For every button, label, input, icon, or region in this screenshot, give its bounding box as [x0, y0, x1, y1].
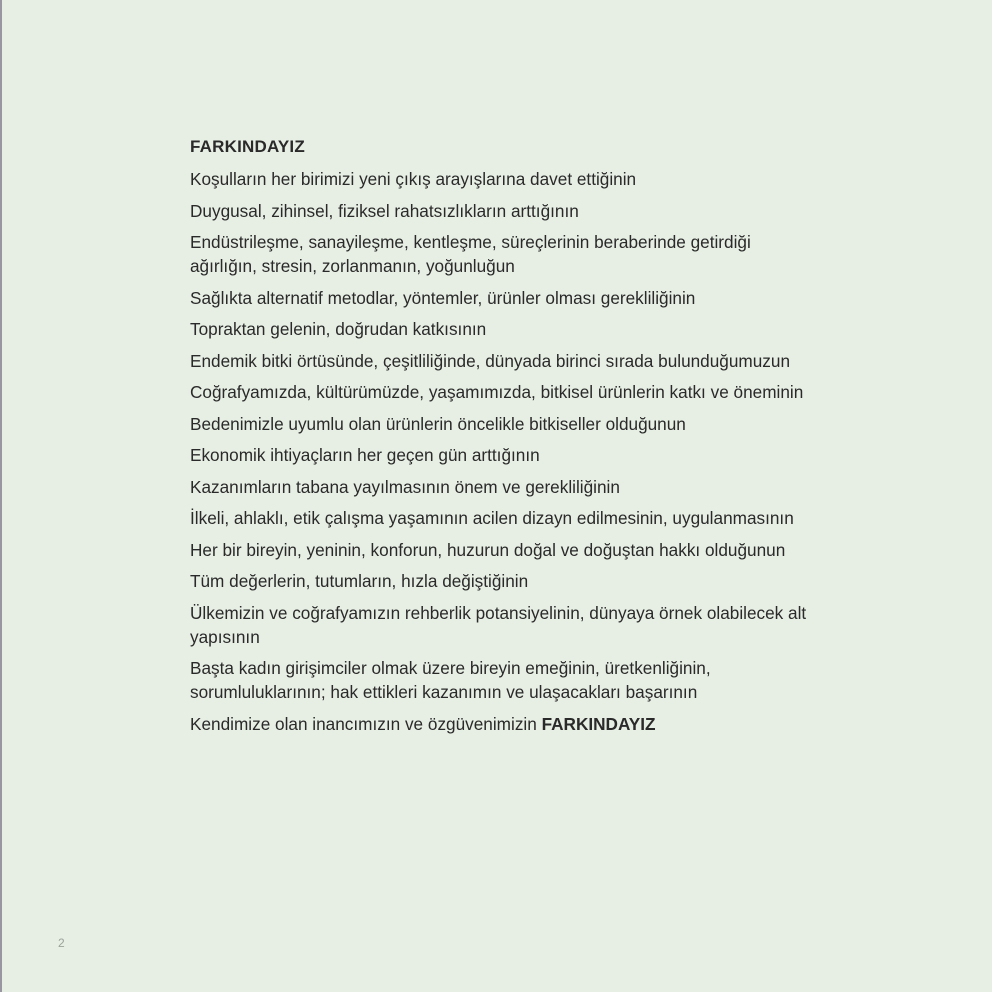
closing-text: Kendimize olan inancımızın ve özgüvenimizin [190, 713, 542, 734]
list-item: Ülkemizin ve coğrafyamızın rehberlik potansiyelinin, dünyaya örnek olabilecek alt yapısının [190, 602, 807, 647]
section-heading: FARKINDAYIZ [190, 137, 305, 156]
list-item: Kazanımların tabana yayılmasının önem ve gerekliliğinin [190, 476, 620, 497]
list-item: Duygusal, zihinsel, fiziksel rahatsızlıkların arttığının [190, 200, 579, 221]
list-item: Her bir bireyin, yeninin, konforun, huzurun doğal ve doğuştan hakkı olduğunun [190, 539, 786, 560]
list-item: Ekonomik ihtiyaçların her geçen gün arttığının [190, 445, 540, 465]
closing-emphasis: FARKINDAYIZ [541, 713, 656, 734]
list-item: Coğrafyamızda, kültürümüzde, yaşamımızda, bitkisel ürünlerin katkı ve öneminin [190, 382, 804, 402]
list-item: Topraktan gelenin, doğrudan katkısının [190, 319, 487, 339]
list-item: Sağlıkta alternatif metodlar, yöntemler, ürünler olması gerekliliğinin [190, 287, 696, 308]
list-item: Endüstrileşme, sanayileşme, kentleşme, süreçlerinin beraberinde getirdiği ağırlığın, stresin, zorlanmanın, yoğunluğun [190, 232, 751, 276]
list-item: Tüm değerlerin, tutumların, hızla değiştiğinin [190, 571, 529, 591]
list-item: Başta kadın girişimciler olmak üzere bireyin emeğinin, üretkenliğinin, sorumluluklarının; hak ettikleri kazanımın ve ulaşacakları başarının [190, 658, 711, 702]
page-edge-line [0, 0, 2, 992]
list-item: İlkeli, ahlaklı, etik çalışma yaşamının acilen dizayn edilmesinin, uygulanmasının [190, 508, 794, 528]
list-item: Endemik bitki örtüsünde, çeşitliliğinde, dünyada birinci sırada bulunduğumuzun [190, 350, 791, 371]
list-item: Koşulların her birimizi yeni çıkış arayışlarına davet ettiğinin [190, 169, 637, 189]
page-number: 2 [58, 936, 65, 950]
list-item: Bedenimizle uyumlu olan ürünlerin öncelikle bitkiseller olduğunun [190, 413, 686, 434]
document-body [190, 135, 810, 743]
closing-line [190, 712, 810, 736]
